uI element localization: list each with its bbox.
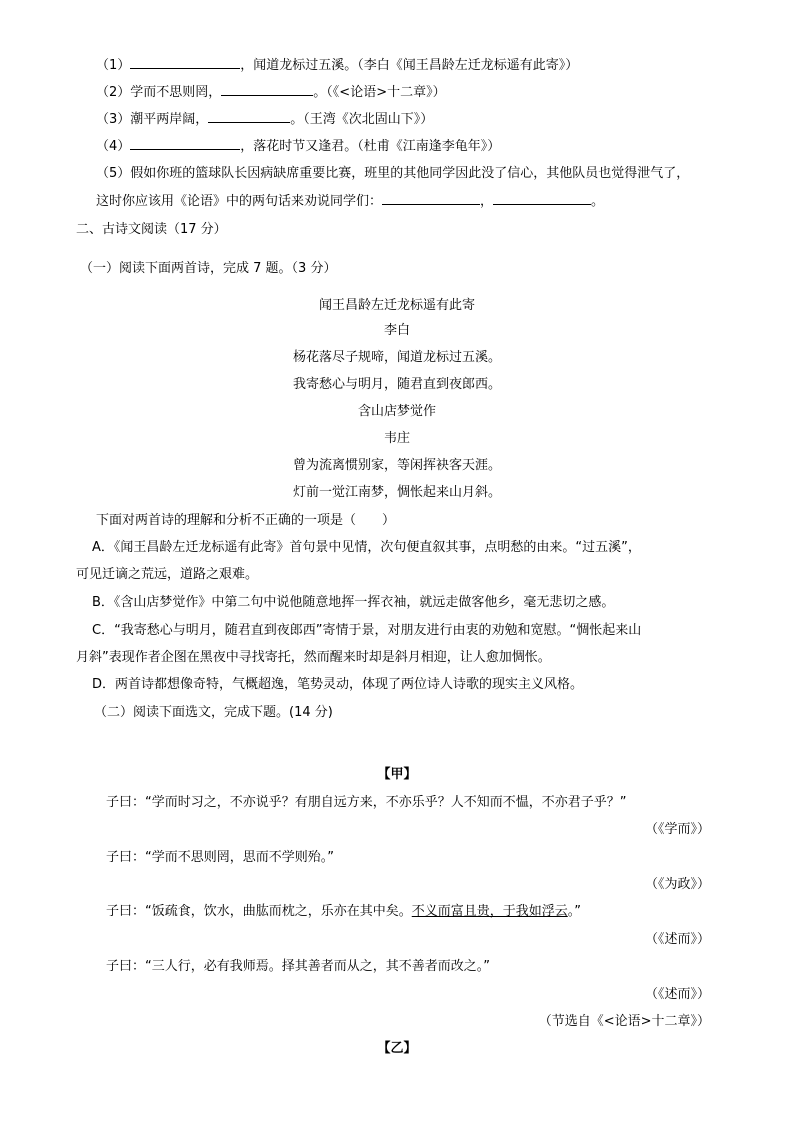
passage-label-yi: 【乙】	[377, 1041, 417, 1056]
poem-author: 韦庄	[383, 431, 410, 446]
question-number: （2）	[96, 85, 131, 100]
option-a-continued: 可见迁谪之荒远，道路之艰难。	[76, 567, 259, 582]
question-text: ，落花时节又逢君。（杜甫《江南逢李龟年》）	[240, 139, 501, 154]
question-number: （3）	[96, 112, 131, 127]
poem-line: 杨花落尽子规啼，闻道龙标过五溪。	[292, 350, 501, 365]
period: 。	[591, 194, 605, 209]
fill-question-4	[96, 137, 500, 156]
question-number: （5）	[96, 166, 131, 181]
answer-blank[interactable]	[493, 192, 591, 205]
underlined-sentence: 不义而富且贵，于我如浮云	[411, 904, 568, 919]
question-number: （1）	[96, 58, 131, 73]
fill-question-3	[96, 110, 433, 129]
option-c[interactable]: C．“我寄愁心与明月，随君直到夜郎西”寄情于景，对朋友进行由衷的劝勉和宽慰。“惆怅起来山	[92, 623, 642, 638]
analects-quote	[106, 903, 581, 921]
question-text: 。（王湾《次北固山下》）	[290, 112, 434, 127]
fill-question-5-continued	[96, 192, 604, 211]
poem-line: 灯前一觉江南梦，惆怅起来山月斜。	[292, 485, 501, 500]
question-text: ，闻道龙标过五溪。（李白《闻王昌龄左迁龙标遥有此寄》）	[240, 58, 579, 73]
separator: ，	[480, 194, 494, 209]
question-text: 假如你班的篮球队长因病缺席重要比赛，班里的其他同学因此没了信心，其他队员也觉得泄气了，	[130, 166, 690, 181]
option-c-continued: 月斜”表现作者企图在黑夜中寻找寄托，然而醒来时却是斜月相迎，让人愈加惆怅。	[76, 650, 551, 665]
question-text: 潮平两岸阔，	[130, 112, 209, 127]
answer-blank[interactable]	[221, 83, 313, 96]
quote-source: （《述而》）	[644, 932, 710, 947]
option-a[interactable]: A．《闻王昌龄左迁龙标遥有此寄》首句景中见情，次句便直叙其事，点明愁的由来。“过五溪”，	[92, 540, 641, 555]
option-d[interactable]: D．两首诗都想像奇特，气概超逸，笔势灵动，体现了两位诗人诗歌的现实主义风格。	[92, 677, 584, 692]
fill-question-2	[96, 83, 446, 102]
question-text: 。（《<论语>十二章》）	[313, 85, 446, 100]
quote-source: （《为政》）	[644, 877, 710, 892]
question-number: （4）	[96, 139, 131, 154]
analects-quote: 子曰：“学而时习之，不亦说乎？有朋自远方来，不亦乐乎？人不知而不愠，不亦君子乎？”	[106, 795, 627, 810]
poem-line: 曾为流离惯别家，等闲挥袂客天涯。	[292, 458, 501, 473]
section-title: 二、古诗文阅读（17 分）	[76, 222, 227, 237]
poem-title: 闻王昌龄左迁龙标遥有此寄	[318, 298, 475, 313]
answer-blank[interactable]	[130, 56, 240, 69]
answer-blank[interactable]	[208, 110, 290, 123]
poem-line: 我寄愁心与明月，随君直到夜郎西。	[292, 377, 501, 392]
quote-source: （《述而》）	[644, 987, 710, 1002]
part-title: （一）阅读下面两首诗，完成 7 题。（3 分）	[80, 261, 337, 276]
passage-label-jia: 【甲】	[377, 767, 417, 782]
analects-quote: 子曰：“学而不思则罔，思而不学则殆。”	[106, 850, 334, 865]
quote-text: 。”	[567, 904, 582, 919]
question-text: 学而不思则罔，	[130, 85, 222, 100]
poem-author: 李白	[383, 323, 410, 338]
question-stem: 下面对两首诗的理解和分析不正确的一项是（ ）	[96, 513, 396, 528]
answer-blank[interactable]	[130, 137, 240, 150]
quote-source: （《学而》）	[644, 822, 710, 837]
part-title: （二）阅读下面选文，完成下题。(14 分)	[94, 705, 333, 720]
fill-question-1	[96, 56, 578, 75]
fill-question-5	[96, 165, 689, 183]
excerpt-source: （节选自《<论语>十二章》）	[538, 1014, 710, 1029]
poem-title: 含山店梦觉作	[357, 404, 436, 419]
analects-quote: 子曰：“三人行，必有我师焉。择其善者而从之，其不善者而改之。”	[106, 959, 490, 974]
option-b[interactable]: B．《含山店梦觉作》中第二句中说他随意地挥一挥衣袖，就远走做客他乡，毫无悲切之感。	[92, 595, 615, 610]
question-text: 这时你应该用《论语》中的两句话来劝说同学们：	[96, 194, 383, 209]
answer-blank[interactable]	[382, 192, 480, 205]
quote-text: 子曰：“饭疏食，饮水，曲肱而枕之，乐亦在其中矣。	[106, 904, 412, 919]
